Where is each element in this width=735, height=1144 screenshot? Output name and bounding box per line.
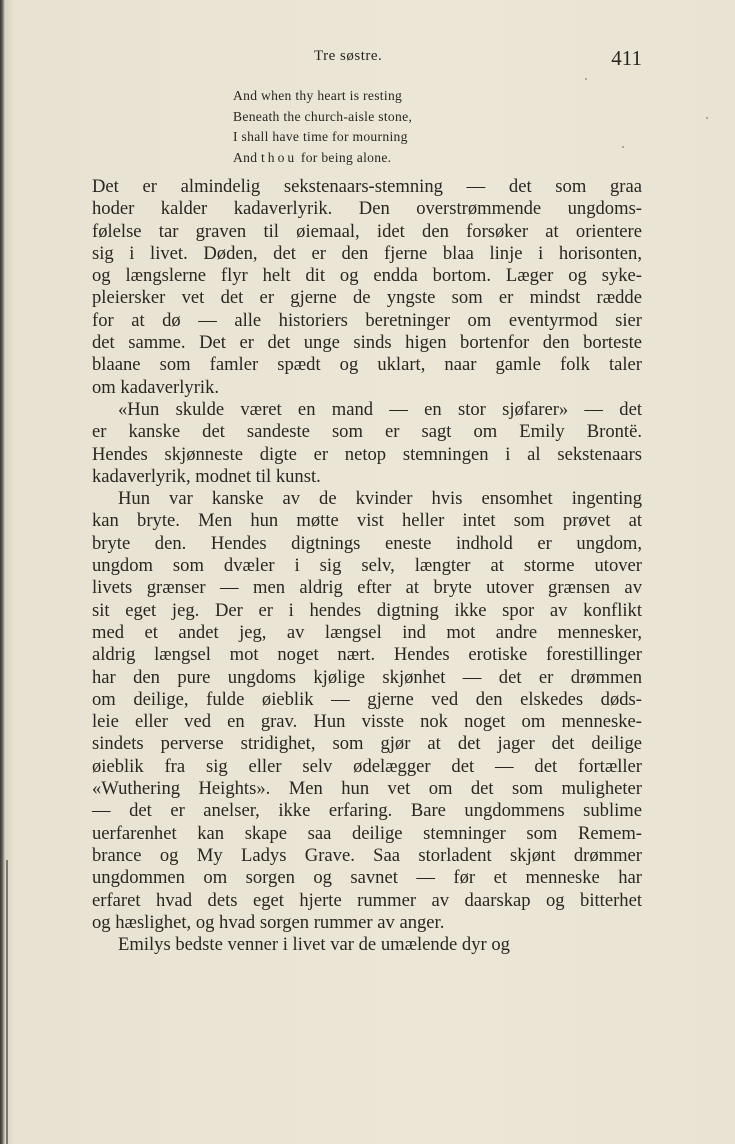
text-line: følelse tar graven til øiemaal, idet den forsøker at orientere [92,220,642,242]
text-line: kan bryte. Men hun møtte vist heller intet som prøvet at [92,510,642,532]
paragraph [92,488,642,934]
paragraph [92,176,642,399]
page-number: 411 [611,46,642,70]
text-line: Hun var kanske av de kvinder hvis ensomhet ingenting [118,488,642,510]
text-line: Det er almindelig sekstenaars-stemning — det som graa [92,176,642,197]
paper-speck [706,117,708,119]
poem-line [233,86,412,107]
text-line: og hæslighet, og hvad sorgen rummer av anger. [92,911,445,933]
running-title: Tre søstre. [314,48,383,64]
text-line: øieblik fra sig eller selv ødelægger det — det fortæller [92,755,642,777]
paragraph [92,934,642,956]
text-line: og længslerne flyr helt dit og endda bortom. Læger og syke- [92,265,642,287]
text-line: med et andet jeg, av længsel ind mot andre mennesker, [92,621,642,643]
text-line: pleiersker vet det er gjerne de yngste som er mindst rædde [92,287,642,309]
text-line: aldrig længsel mot noget nært. Hendes erotiske forestillinger [92,644,642,666]
text-line: har den pure ungdoms kjølige skjønhet — det er drømmen [92,666,642,688]
text-line: «Wuthering Heights». Men hun vet om det som muligheter [92,778,642,800]
text-line: sig i livet. Døden, det er den fjerne blaa linje i horisonten, [92,242,642,264]
poem-line [233,107,412,128]
text-line: bryte den. Hendes digtnings eneste indhold er ungdom, [92,532,642,554]
text-line: sit eget jeg. Der er i hendes digtning ikke spor av konflikt [92,599,642,621]
text-line: leie eller ved en grav. Hun visste nok noget om menneske- [92,711,642,733]
binding-edge [6,860,8,1144]
text-line: kadaverlyrik, modnet til kunst. [92,465,321,487]
paper-speck [622,146,624,148]
poem-text: And when thy heart is resting [233,88,403,103]
text-line: ungdom som dvæler i sig selv, længter at storme utover [92,555,642,577]
poem-text: And [233,149,262,165]
paper-speck [585,78,587,80]
poem-line [233,127,412,148]
text-line: for at dø — alle historiers beretninger om eventyrmod sier [92,309,642,331]
text-line: erfaret hvad dets eget hjerte rummer av daarskap og bitterhet [92,889,642,911]
poem-emphasis: thou [261,149,298,165]
text-line: hoder kalder kadaverlyrik. Den overstrømmende ungdoms- [92,198,642,220]
paragraph [92,399,642,488]
poem-line [233,148,412,169]
poem-text: Beneath the church-aisle stone, [233,108,413,124]
text-line: blaane som famler spædt og uklart, naar gamle folk taler [92,354,642,376]
page-header [92,48,642,72]
text-line: livets grænser — men aldrig efter at bryte utover grænsen av [92,577,642,599]
text-line: «Hun skulde været en mand — en stor sjøfarer» — det [118,398,642,420]
text-line: Hendes skjønneste digte er netop stemningen i al sekstenaars [92,443,642,465]
text-line: uerfarenhet kan skape saa deilige stemninger som Remem- [92,822,642,844]
text-line: sindets perverse stridighet, som gjør at det jager det deilige [92,733,642,755]
poem-stanza [233,86,412,168]
text-line: — det er anelser, ikke erfaring. Bare ungdommens sublime [92,800,642,822]
text-line: om deilige, fulde øieblik — gjerne ved den elskedes døds- [92,688,642,710]
text-line: ungdommen om sorgen og savnet — før et menneske har [92,867,642,889]
poem-text: for being alone. [297,149,392,165]
poem-text: I shall have time for mourning [233,129,408,144]
text-line: det samme. Det er det unge sinds higen bortenfor den borteste [92,332,642,354]
text-line: er kanske det sandeste som er sagt om Emily Brontë. [92,421,642,443]
text-line: brance og My Ladys Grave. Saa storladent skjønt drømmer [92,844,642,866]
text-line: om kadaverlyrik. [92,376,220,398]
text-line: Emilys bedste venner i livet var de umælende dyr og [118,934,510,956]
body-text [92,176,642,956]
